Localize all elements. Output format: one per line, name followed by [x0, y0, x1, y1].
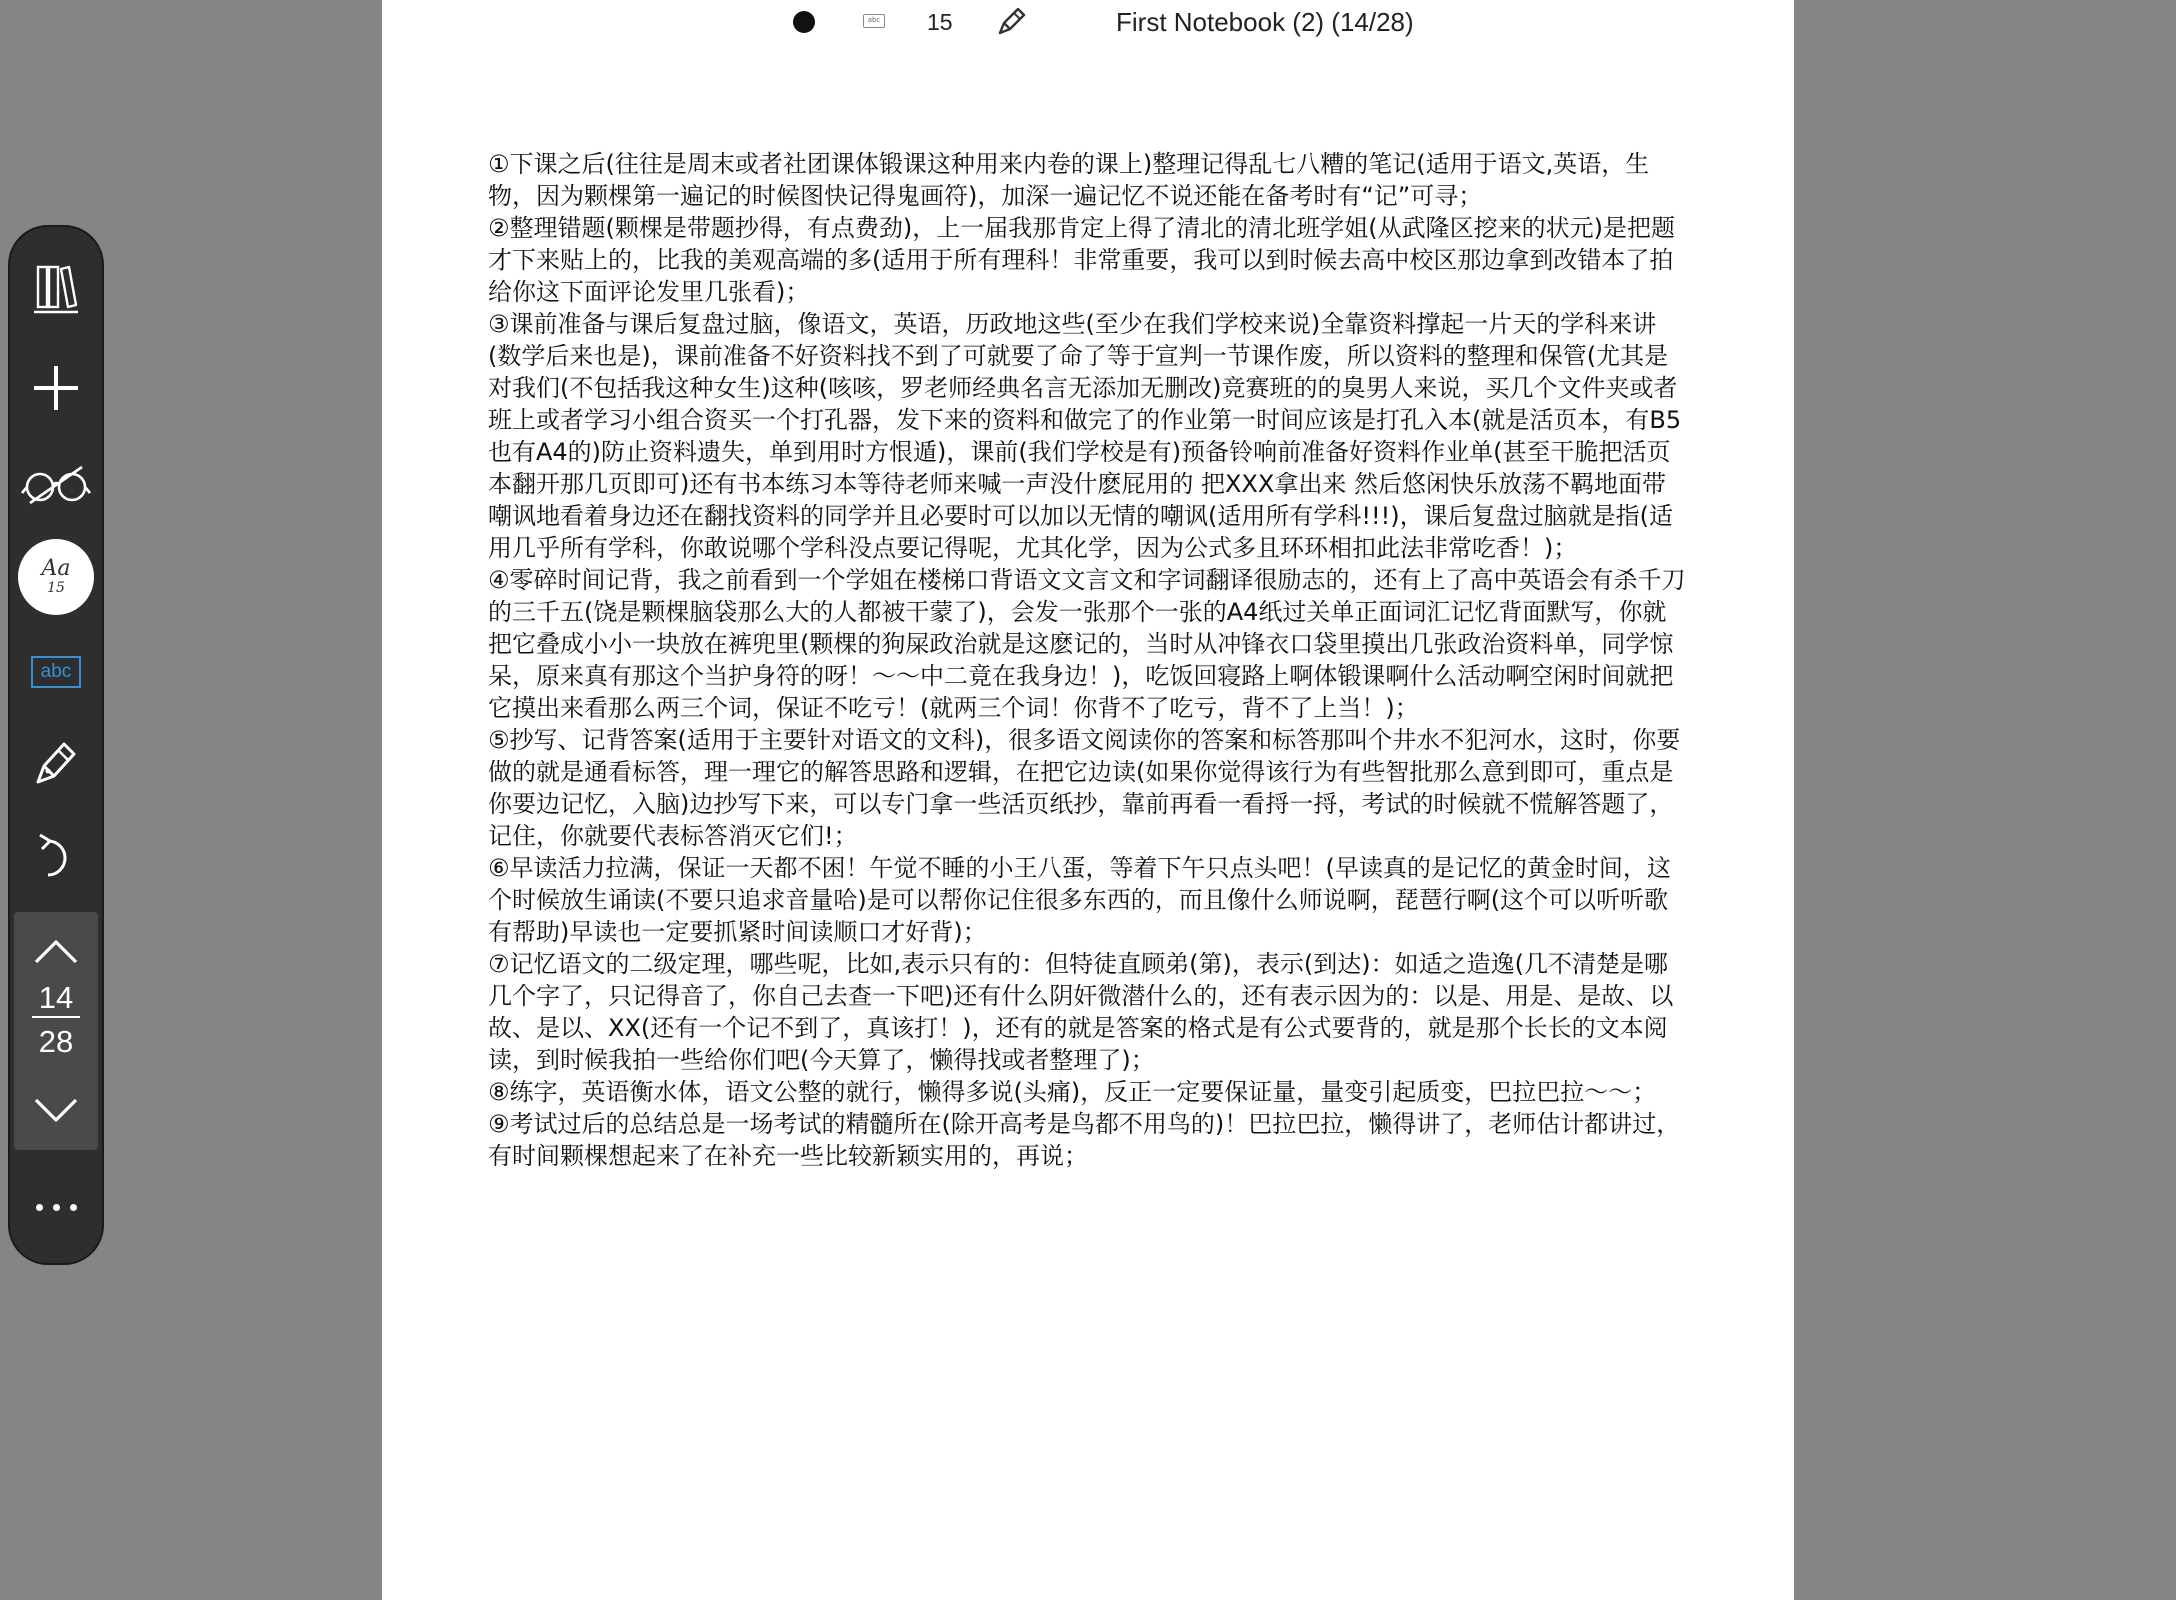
notebook-page[interactable]	[382, 0, 1794, 1600]
font-button[interactable]	[10, 537, 102, 617]
text-mode-indicator[interactable]: abc	[863, 14, 885, 28]
note-paragraph: ①下课之后(往往是周末或者社团课体锻课这种用来内卷的课上)整理记得乱七八糟的笔记(适用于语文,英语，生物，因为颗棵第一遍记的时候图快记得鬼画符)，加深一遍记忆不说还能在备考时有“记”可寻；	[488, 150, 1650, 210]
plus-icon	[32, 364, 80, 412]
total-pages: 28	[38, 1024, 74, 1059]
page-divider	[32, 1016, 80, 1018]
page-navigator	[14, 912, 98, 1150]
note-paragraph: ⑧练字，英语衡水体，语文公整的就行，懒得多说(头痛)，反正一定要保证量，量变引起质变，巴拉巴拉～～；	[488, 1078, 1657, 1106]
note-text[interactable]	[488, 148, 1688, 1172]
pen-button[interactable]	[10, 732, 102, 792]
undo-button[interactable]	[10, 829, 102, 885]
note-paragraph: ③课前准备与课后复盘过脑，像语文，英语，历政地这些(至少在我们学校来说)全靠资料撑起一片天的学科来讲(数学后来也是)，课前准备不好资料找不到了可就要了命了等于宣判一节课作废，所以资料的整理和保管(尤其是对我们(不包括我这种女生)这种(咳咳，罗老师经典名言无添加无删改)竞赛班的的臭男人来说，买几个文件夹或者班上或者学习小组合资买一个打孔器，发下来的资料和做完了的作业第一时间应该是打孔入本(就是活页本，有B5也有A4的)防止资料遗失，单到用时方恨遁)，课前(我们学校是有)预备铃响前准备好资料作业单(甚至干脆把活页本翻开那几页即可)还有书本练习本等待老师来喊一声没什麽屁用的 把XXX拿出来 然后悠闲快乐放荡不羁地面带嘲讽地看着身边还在翻找资料的同学并且必要时可以加以无情的嘲讽(适用所有学科!!!)，课后复盘过脑就是指(适用几乎所有学科，你敢说哪个学科没点要记得呢，尤其化学，因为公式多且环环相扣此法非常吃香！)；	[488, 310, 1682, 562]
status-bar	[382, 0, 1794, 44]
note-paragraph: ⑦记忆语文的二级定理，哪些呢，比如,表示只有的：但特徒直顾弟(第)，表示(到达)：如适之造逸(几不清楚是哪几个字了，只记得音了，你自己去查一下吧)还有什么阴奸微潜什么的，还有表示因为的：以是、用是、是故、以故、是以、XX(还有一个记不到了，真该打！)，还有的就是答案的格式是有公式要背的，就是那个长长的文本阅读，到时候我拍一些给你们吧(今天算了，懒得找或者整理了)；	[488, 950, 1674, 1074]
more-icon	[36, 1204, 77, 1211]
pen-color-dot[interactable]	[793, 11, 815, 33]
note-paragraph: ⑨考试过后的总结总是一场考试的精髓所在(除开高考是鸟都不用鸟的)！巴拉巴拉，懒得讲了，老师估计都讲过，有时间颗棵想起来了在补充一些比较新颖实用的，再说；	[488, 1110, 1681, 1170]
pen-tool-icon[interactable]	[994, 3, 1030, 39]
next-page-button[interactable]	[10, 1084, 102, 1138]
chevron-up-icon	[32, 936, 80, 966]
font-selector[interactable]	[18, 539, 94, 615]
side-toolbar	[8, 225, 104, 1265]
note-paragraph: ⑥早读活力拉满，保证一天都不困！午觉不睡的小王八蛋，等着下午只点头吧！(早读真的是记忆的黄金时间，这个时候放生诵读(不要只追求音量哈)是可以帮你记住很多东西的，而且像什么师说啊，琵琶行啊(这个可以听听歌有帮助)早读也一定要抓紧时间读顺口才好背)；	[488, 854, 1671, 946]
add-button[interactable]	[10, 357, 102, 419]
note-paragraph: ②整理错题(颗棵是带题抄得，有点费劲)，上一届我那肯定上得了清北的清北班学姐(从武隆区挖来的状元)是把题才下来贴上的，比我的美观高端的多(适用于所有理科！非常重要，我可以到时候去高中校区那边拿到改错本了拍给你这下面评论发里几张看)；	[488, 214, 1675, 306]
font-label: Aa	[41, 556, 71, 581]
font-size-label: 15	[47, 580, 65, 596]
glasses-icon	[20, 463, 92, 507]
more-button[interactable]	[10, 1187, 102, 1227]
notebook-title: First Notebook (2) (14/28)	[1116, 7, 1414, 37]
pen-size-value[interactable]: 15	[927, 9, 953, 35]
undo-icon	[34, 833, 78, 881]
pen-icon	[30, 736, 82, 788]
text-mode-button[interactable]	[10, 647, 102, 697]
view-mode-button[interactable]	[10, 457, 102, 513]
text-mode-label: abc	[31, 656, 81, 688]
prev-page-button[interactable]	[10, 924, 102, 978]
current-page: 14	[38, 980, 74, 1015]
library-button[interactable]	[10, 257, 102, 319]
note-paragraph: ⑤抄写、记背答案(适用于主要针对语文的文科)，很多语文阅读你的答案和标答那叫个井水不犯河水，这时，你要做的就是通看标答，理一理它的解答思路和逻辑，在把它边读(如果你觉得该行为有些智批那么意到即可，重点是你要边记忆，入脑)边抄写下来，可以专门拿一些活页纸抄，靠前再看一看捋一捋，考试的时候就不慌解答题了，记住，你就要代表标答消灭它们!；	[488, 726, 1681, 850]
note-paragraph: ④零碎时间记背，我之前看到一个学姐在楼梯口背语文文言文和字词翻译很励志的，还有上了高中英语会有杀千刀的三千五(饶是颗棵脑袋那么大的人都被干蒙了)，会发一张那个一张的A4纸过关单正面词汇记忆背面默写，你就把它叠成小小一块放在裤兜里(颗棵的狗屎政治就是这麽记的，当时从冲锋衣口袋里摸出几张政治资料单，同学惊呆，原来真有那这个当护身符的呀！～～中二竟在我身边！)，吃饭回寝路上啊体锻课啊什么活动啊空闲时间就把它摸出来看那么两三个词，保证不吃亏！(就两三个词！你背不了吃亏，背不了上当！)；	[488, 566, 1686, 722]
chevron-down-icon	[32, 1096, 80, 1126]
library-icon	[32, 261, 80, 315]
